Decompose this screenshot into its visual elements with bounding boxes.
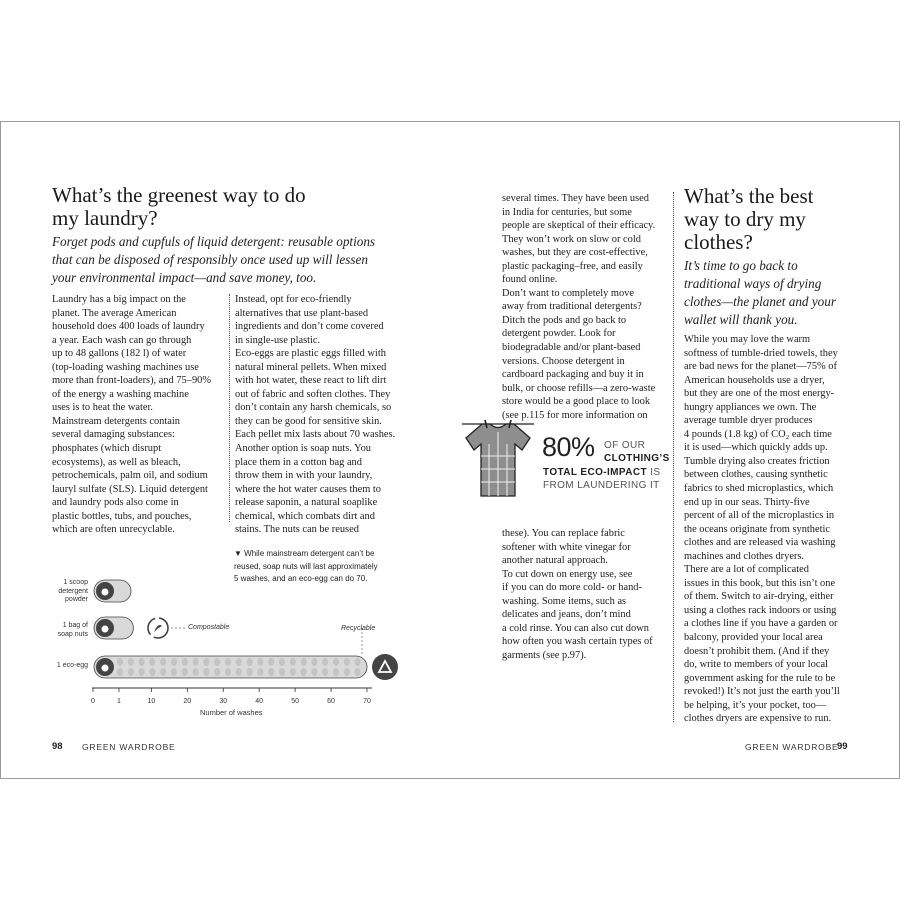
text-line: delicates and jeans, don’t mind — [502, 609, 631, 621]
text-line: uses is to heat the water. — [52, 402, 153, 414]
text-line: bulk, or choose refills—a zero-waste — [502, 382, 656, 394]
text-line: a year. Each wash can go through — [52, 334, 192, 346]
text-line: Each pellet mix lasts about 70 washes. — [235, 429, 396, 441]
egg-pellet — [193, 668, 199, 676]
title-line: What’s the best — [684, 184, 814, 208]
label-line: 1 scoop — [63, 579, 88, 586]
text-line: (top-loading washing machines use — [52, 361, 199, 373]
left-page-intro — [52, 233, 452, 287]
egg-pellet — [279, 658, 285, 666]
tshirt-illustration — [460, 416, 536, 502]
text-line: percent of all of the microplastics in — [684, 510, 835, 522]
right-page-number: 99 — [837, 741, 848, 752]
text-line: machines and clothes dryers. — [684, 550, 805, 562]
egg-pellet — [290, 658, 296, 666]
label-line: soap nuts — [57, 630, 88, 638]
left-body-column-2 — [235, 293, 413, 537]
text-line: place them in a cotton bag and — [235, 456, 362, 468]
text-line: these). You can replace fabric — [502, 528, 625, 539]
recycle-icon — [372, 654, 398, 680]
text-line: American households use a dryer, — [684, 374, 825, 386]
chart-caption-line: reused, soap nuts will last approximately — [234, 561, 378, 571]
egg-pellet — [203, 658, 209, 666]
left-running-footer: GREEN WARDROBE — [82, 742, 176, 752]
leaf-icon — [154, 625, 162, 632]
text-line: don’t contain any harsh chemicals, so — [235, 402, 392, 414]
egg-pellet — [257, 668, 263, 676]
text-line: out of fabric and soften clothes. They — [235, 388, 391, 400]
x-tick-label: 70 — [363, 698, 371, 705]
text-line: but they are one of the most energy- — [684, 388, 835, 400]
text-line: ingredients and don’t come covered — [235, 321, 384, 333]
egg-pellet — [257, 658, 263, 666]
text-line: While you may love the warm — [684, 334, 811, 345]
text-line: softener with white vinegar for — [502, 541, 631, 553]
text-line: more than front-loaders), and 75–90% — [52, 375, 211, 387]
text-line: (see p.115 for more information on — [502, 409, 648, 421]
text-line: Don’t want to completely move — [502, 287, 634, 299]
egg-pellet — [117, 658, 123, 666]
egg-pellet — [247, 668, 253, 676]
intro-line: clothes—the planet and your — [684, 294, 836, 309]
left-body-column-1 — [52, 293, 224, 537]
egg-pellet — [355, 658, 361, 666]
chart-x-axis-label: Number of washes — [200, 708, 263, 717]
column-divider — [229, 294, 230, 522]
text-line: biodegradable and/or plant-based — [502, 342, 641, 354]
egg-pellet — [236, 658, 242, 666]
text-line: Mainstream detergents contain — [52, 415, 180, 427]
egg-pellet — [301, 658, 307, 666]
bar-icon-detail — [102, 665, 109, 672]
left-page-number: 98 — [52, 741, 63, 752]
text-line: Ditch the pods and go back to — [502, 314, 627, 326]
stat-line-3-bold: TOTAL ECO-IMPACT — [543, 467, 647, 478]
x-tick-label: 40 — [255, 698, 264, 705]
text-line: They won’t work on slow or cold — [502, 233, 641, 245]
title-line: clothes? — [684, 230, 753, 254]
text-line: government asking for the rule to be — [684, 672, 836, 684]
label-line: powder — [65, 596, 88, 603]
bar-icon-detail — [102, 626, 109, 633]
egg-pellet — [301, 668, 307, 676]
right-body-column-1-top — [502, 192, 667, 422]
x-tick-label: 0 — [91, 698, 95, 705]
egg-pellet — [214, 668, 220, 676]
text-line: how often you wash certain types of — [502, 636, 653, 648]
text-line: clothes and are released via washing — [684, 537, 836, 549]
egg-pellet — [139, 668, 145, 676]
title-line: my laundry? — [52, 206, 158, 230]
text-line: people are skeptical of their efficacy. — [502, 220, 656, 232]
text-line: planet. The average American — [52, 307, 177, 319]
chart-caption-line: ▼ While mainstream detergent can’t be — [234, 549, 375, 558]
right-running-footer: GREEN WARDROBE — [745, 742, 839, 752]
text-line: do, write to members of your local — [684, 659, 828, 671]
title-line: What’s the greenest way to do — [52, 183, 306, 207]
right-page-title — [684, 185, 874, 254]
text-line: fabrics to shed microplastics, which — [684, 483, 834, 495]
text-line: hungry appliances we own. The — [684, 401, 817, 413]
egg-pellet — [128, 668, 134, 676]
text-line: clothes dryers are expensive to run. — [684, 713, 832, 725]
egg-pellet — [128, 658, 134, 666]
label-line: 1 bag of — [62, 622, 88, 629]
stat-line-3-light: IS — [650, 467, 661, 478]
stat-line-1: OF OUR — [604, 440, 646, 451]
text-line: between clothes, causing synthetic — [684, 469, 828, 481]
bar-icon-detail — [102, 589, 109, 596]
chart-annotation-compostable: Compostable — [188, 624, 230, 631]
intro-line: It’s time to go back to — [684, 258, 798, 273]
text-line: detergent powder. Look for — [502, 328, 616, 340]
egg-pellet — [182, 658, 188, 666]
egg-pellet — [160, 668, 166, 676]
chart-caption-line: 5 washes, and an eco-egg can do 70. — [234, 574, 368, 583]
text-line: Instead, opt for eco-friendly — [235, 294, 352, 305]
text-line: store would be a good place to look — [502, 396, 651, 408]
intro-line: that can be disposed of responsibly once used up will lessen — [52, 252, 368, 267]
text-line: release saponin, a natural soaplike — [235, 497, 378, 509]
text-line: where the hot water causes them to — [235, 483, 381, 495]
label-line: 1 eco-egg — [56, 662, 88, 669]
text-line: balcony, provided your local area — [684, 632, 823, 644]
egg-pellet — [160, 658, 166, 666]
text-line: Tumble drying also creates friction — [684, 455, 830, 467]
text-line: revoked!) It’s not just the earth you’ll — [684, 686, 840, 698]
right-body-column-2 — [684, 333, 869, 726]
title-line: way to dry my — [684, 207, 806, 231]
text-line: of the energy a washing machine — [52, 388, 189, 400]
right-body-column-1-bottom — [502, 527, 667, 662]
egg-pellet — [333, 658, 339, 666]
text-line: washes, but they are cost-effective, — [502, 247, 648, 259]
text-line: natural mineral pellets. When mixed — [235, 361, 387, 373]
text-line: cardboard packaging and buy it in — [502, 369, 644, 381]
egg-pellet — [149, 668, 155, 676]
text-line: found online. — [502, 274, 558, 286]
egg-pellet — [344, 668, 350, 676]
text-line: household does 400 loads of laundry — [52, 321, 205, 333]
text-line: in India for centuries, but some — [502, 206, 632, 218]
egg-pellet — [214, 658, 220, 666]
text-line: if you can do more cold- or hand- — [502, 582, 642, 594]
text-line: a clothes line if you have a garden or — [684, 618, 838, 630]
washes-chart — [0, 560, 420, 730]
text-line: Eco-eggs are plastic eggs filled with — [235, 348, 386, 360]
text-line: plastic packaging–free, and easily — [502, 260, 643, 272]
text-line: using a clothes rack indoors or using — [684, 604, 837, 616]
chart-annotation-recyclable: Recyclable — [341, 625, 376, 632]
text-line: the oceans originate from synthetic — [684, 523, 830, 535]
text-line: it is used—which quickly adds up. — [684, 442, 828, 454]
right-page-intro — [684, 257, 874, 329]
egg-pellet — [149, 658, 155, 666]
column-divider — [673, 192, 674, 722]
x-tick-label: 20 — [183, 698, 192, 705]
text-line: stains. The nuts can be reused — [235, 524, 359, 536]
text-line: alternatives that use plant-based — [235, 307, 369, 319]
text-line: chemical, which combats dirt and — [235, 510, 375, 522]
egg-pellet — [311, 658, 317, 666]
text-line: lauryl sulfate (SLS). Liquid detergent — [52, 483, 208, 495]
text-line: in single-use plastic. — [235, 334, 321, 346]
text-line: with hot water, these react to lift dirt — [235, 375, 387, 387]
egg-pellet — [247, 658, 253, 666]
text-line: There are a lot of complicated — [684, 564, 809, 576]
text-line: which are often unrecyclable. — [52, 524, 175, 536]
egg-pellet — [322, 658, 328, 666]
egg-pellet — [225, 658, 231, 666]
text-line: be helping, it’s your pocket, too— — [684, 699, 827, 711]
intro-line: your environmental impact—and save money, too. — [52, 270, 317, 285]
stat-line-4: FROM LAUNDERING IT — [543, 480, 660, 491]
text-line: away from traditional detergents? — [502, 301, 642, 313]
text-line: of them. Switch to air-drying, either — [684, 591, 834, 603]
intro-line: traditional ways of drying — [684, 276, 822, 291]
text-line: up to 48 gallons (182 l) of water — [52, 348, 187, 360]
text-line: end up in our seas. Thirty-five — [684, 496, 810, 508]
text-line: and laundry pods also come in — [52, 497, 179, 509]
egg-pellet — [322, 668, 328, 676]
egg-pellet — [182, 668, 188, 676]
egg-pellet — [171, 658, 177, 666]
label-line: detergent — [58, 587, 88, 595]
text-line: softness of tumble-dried towels, they — [684, 347, 838, 359]
egg-pellet — [139, 658, 145, 666]
x-tick-label: 60 — [327, 698, 335, 705]
text-line: issues in this book, but this isn’t one — [684, 577, 836, 589]
text-line: are bad news for the planet—75% of — [684, 361, 837, 373]
text-line: they can be good for sensitive skin. — [235, 415, 382, 427]
text-line: several damaging substances: — [52, 429, 175, 441]
egg-pellet — [333, 668, 339, 676]
x-tick-label: 10 — [147, 698, 156, 705]
x-tick-label: 30 — [219, 698, 228, 705]
intro-line: wallet will thank you. — [684, 312, 798, 327]
text-line: a cold rinse. You can also cut down — [502, 622, 649, 634]
egg-pellet — [236, 668, 242, 676]
egg-pellet — [225, 668, 231, 676]
stat-line-3 — [543, 467, 660, 478]
text-line: versions. Choose detergent in — [502, 355, 625, 367]
egg-pellet — [311, 668, 317, 676]
egg-pellet — [355, 668, 361, 676]
text-line: another natural approach. — [502, 555, 608, 567]
egg-pellet — [193, 658, 199, 666]
egg-pellet — [203, 668, 209, 676]
text-line: 4 pounds (1.8 kg) of CO₂ each time — [684, 428, 832, 440]
text-line: To cut down on energy use, see — [502, 568, 633, 580]
egg-pellet — [117, 668, 123, 676]
egg-pellet — [171, 668, 177, 676]
egg-pellet — [268, 658, 274, 666]
text-line: phosphates (which disrupt — [52, 443, 162, 455]
egg-pellet — [290, 668, 296, 676]
text-line: Laundry has a big impact on the — [52, 294, 186, 305]
text-line: doesn’t prohibit them. (And if they — [684, 645, 830, 657]
egg-pellet — [344, 658, 350, 666]
stat-line-2: CLOTHING’S — [604, 453, 670, 464]
egg-pellet — [268, 668, 274, 676]
text-line: petrochemicals, palm oil, and sodium — [52, 470, 208, 482]
text-line: plastic bottles, tubs, and pouches, — [52, 510, 192, 522]
text-line: throw them in with your laundry, — [235, 470, 373, 482]
text-line: ecosystems), as well as bleach, — [52, 456, 181, 468]
stat-number: 80% — [542, 432, 595, 462]
text-line: several times. They have been used — [502, 193, 649, 204]
egg-pellet — [279, 668, 285, 676]
text-line: Another option is soap nuts. You — [235, 443, 371, 455]
x-tick-label: 50 — [291, 698, 300, 705]
text-line: average tumble dryer produces — [684, 415, 813, 427]
intro-line: Forget pods and cupfuls of liquid detergent: reusable options — [52, 234, 376, 249]
x-tick-label: 1 — [117, 698, 121, 705]
text-line: washing. Some items, such as — [502, 595, 627, 607]
text-line: garments (see p.97). — [502, 649, 587, 661]
left-page-title — [52, 184, 432, 230]
